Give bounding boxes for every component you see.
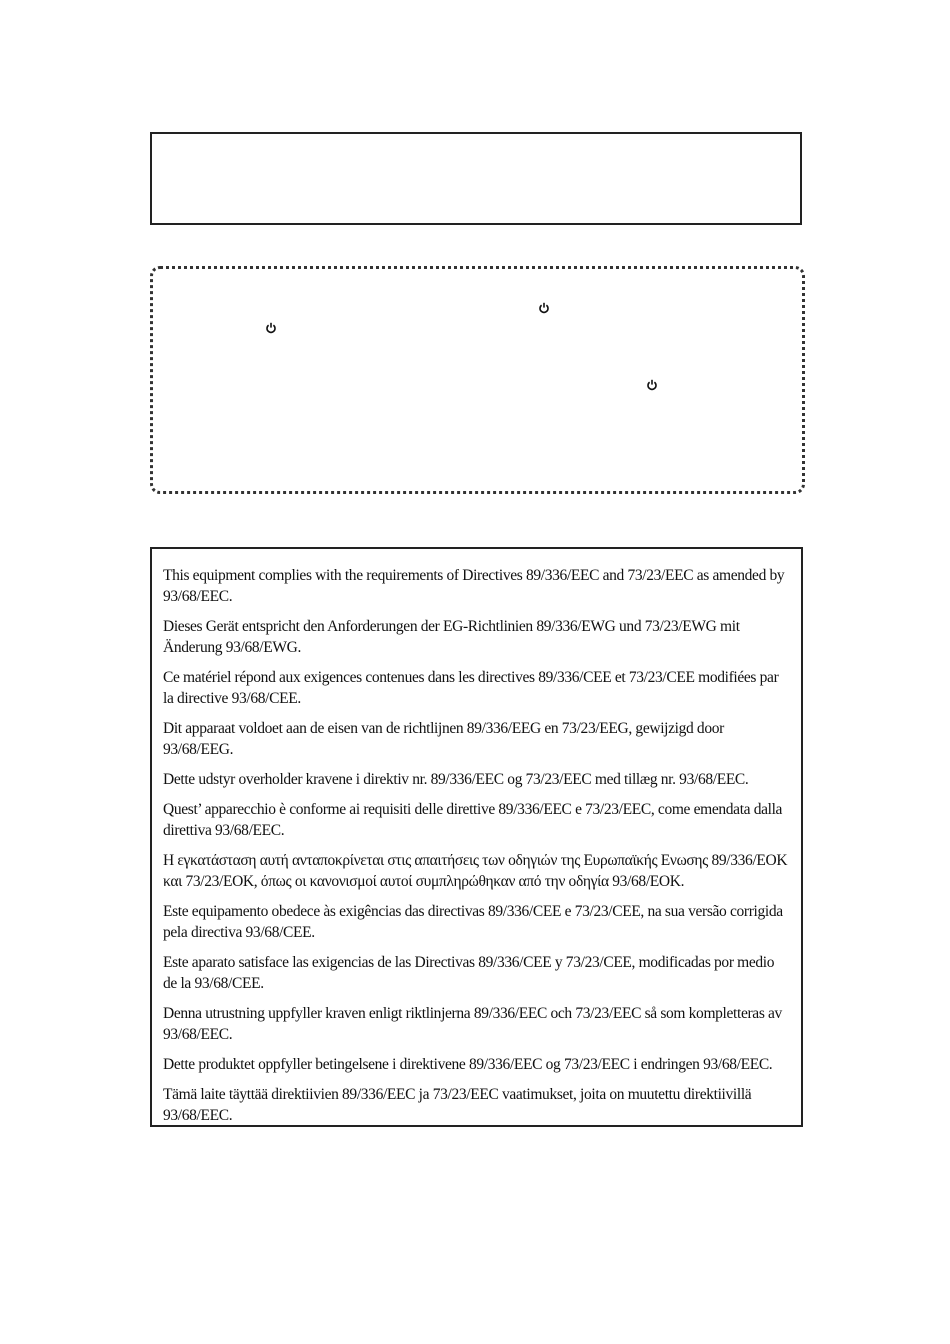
compliance-statement-fi: Tämä laite täyttää direktiivien 89/336/EEC ja 73/23/EEC vaatimukset, joita on muutettu direktiivillä 93/68/EEC. <box>163 1086 752 1124</box>
ce-compliance-box <box>150 547 803 1127</box>
empty-notice-box <box>150 132 802 225</box>
compliance-statement-sv: Denna utrustning uppfyller kraven enligt riktlinjerna 89/336/EEC och 73/23/EEC så som kompletteras av 93/68/EEC. <box>163 1005 782 1043</box>
power-standby-icon <box>265 322 277 334</box>
compliance-statement-it: Quest’ apparecchio è conforme ai requisiti delle direttive 89/336/EEC e 73/23/EEC, come emendata dalla direttiva 93/68/EEC. <box>163 801 783 839</box>
compliance-statement-es: Este aparato satisface las exigencias de las Directivas 89/336/CEE y 73/23/CEE, modificadas por medio de la 93/68/CEE. <box>163 954 775 992</box>
compliance-statement-fr: Ce matériel répond aux exigences contenues dans les directives 89/336/CEE et 73/23/CEE modifiées par la directive 93/68/CEE. <box>163 669 779 707</box>
standby-notice-box <box>150 266 805 494</box>
compliance-statement-no: Dette produktet oppfyller betingelsene i direktivene 89/336/EEC og 73/23/EEC i endringen 93/68/EEC. <box>163 1056 773 1073</box>
compliance-statement-pt: Este equipamento obedece às exigências das directivas 89/336/CEE e 73/23/CEE, na sua versão corrigida pela directiva 93/68/CEE. <box>163 903 783 941</box>
compliance-statement-en: This equipment complies with the requirements of Directives 89/336/EEC and 73/23/EEC as amended by 93/68/EEC. <box>163 567 785 605</box>
compliance-statement-nl: Dit apparaat voldoet aan de eisen van de richtlijnen 89/336/EEG en 73/23/EEG, gewijzigd door 93/68/EEG. <box>163 720 724 758</box>
compliance-statement-de: Dieses Gerät entspricht den Anforderungen der EG-Richtlinien 89/336/EWG und 73/23/EWG mit Änderung 93/68/EWG. <box>163 618 740 656</box>
power-standby-icon <box>538 302 550 314</box>
compliance-statement-el: Η εγκατάσταση αυτή ανταποκρίνεται στις απαιτήσεις των οδηγιών της Ευρωπαϊκής Ενωσης 89/336/ΕΟΚ και 73/23/ΕΟΚ, όπως οι κανονισμοί αυτοί συμπληρώθηκαν από την οδηγία 93/68/ΕΟΚ. <box>163 852 788 890</box>
compliance-statement-da: Dette udstyr overholder kravene i direktiv nr. 89/336/EEC og 73/23/EEC med tillæg nr. 93/68/EEC. <box>163 771 749 788</box>
power-standby-icon <box>646 379 658 391</box>
